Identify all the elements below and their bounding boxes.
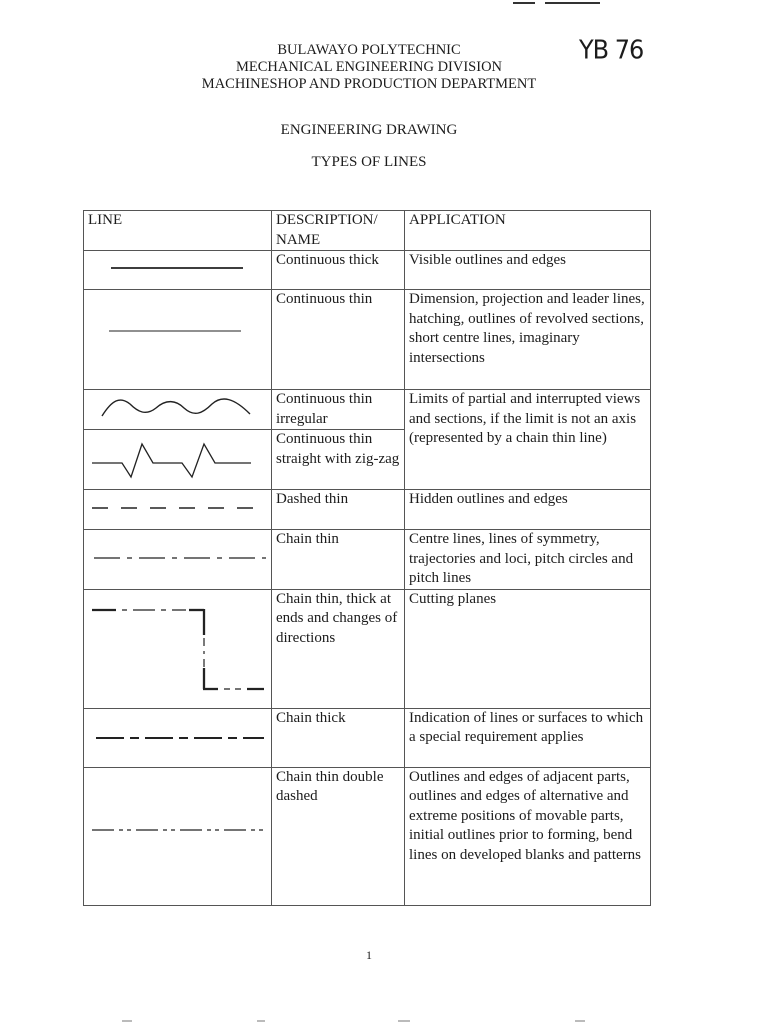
table-row: [84, 251, 651, 290]
line-sample-cell: [84, 290, 272, 390]
line-sample-cell: [84, 490, 272, 530]
top-scan-marks: [505, 0, 625, 6]
chain-thick-line-sample: [84, 709, 272, 768]
line-sample-cell: [84, 390, 272, 430]
line-application: Outlines and edges of adjacent parts, outlines and edges of alternative and extreme positions of movable parts, initial outlines prior to forming, bend lines on developed blanks and patterns: [405, 767, 651, 905]
line-sample-cell: [84, 767, 272, 905]
line-description: Chain thick: [272, 708, 405, 767]
line-sample-cell: [84, 530, 272, 590]
line-sample-cell: [84, 708, 272, 767]
line-sample-cell: [84, 430, 272, 490]
line-application: Centre lines, lines of symmetry, trajectories and loci, pitch circles and pitch lines: [405, 530, 651, 590]
continuous-thin-zigzag-line-sample: [84, 430, 272, 490]
line-application: Limits of partial and interrupted views and sections, if the limit is not an axis (represented by a chain thin line): [405, 390, 651, 490]
line-sample-cell: [84, 589, 272, 708]
line-application: Dimension, projection and leader lines, hatching, outlines of revolved sections, short centre lines, imaginary intersections: [405, 290, 651, 390]
table-row: [84, 490, 651, 530]
document-subtitle: TYPES OF LINES: [311, 154, 427, 170]
line-description: Continuous thin irregular: [272, 390, 405, 430]
line-application: Cutting planes: [405, 589, 651, 708]
document-title: ENGINEERING DRAWING: [280, 122, 458, 138]
table-row: [84, 708, 651, 767]
line-description: Chain thin: [272, 530, 405, 590]
header-line-3: MACHINESHOP AND PRODUCTION DEPARTMENT: [201, 76, 537, 92]
line-application: Indication of lines or surfaces to which a special requirement applies: [405, 708, 651, 767]
line-description: Chain thin double dashed: [272, 767, 405, 905]
line-types-table: [83, 210, 651, 906]
line-description: Continuous thin straight with zig-zag: [272, 430, 405, 490]
table-row: [84, 290, 651, 390]
column-header-description: DESCRIPTION/ NAME: [272, 211, 405, 251]
line-application: Visible outlines and edges: [405, 251, 651, 290]
header-line-2: MECHANICAL ENGINEERING DIVISION: [235, 59, 503, 75]
line-description: Chain thin, thick at ends and changes of directions: [272, 589, 405, 708]
continuous-thin-line-sample: [84, 290, 272, 390]
handwritten-code: YB 76: [579, 34, 644, 66]
page-number: 1: [366, 948, 372, 962]
table-row: [84, 589, 651, 708]
chain-thin-double-dashed-line-sample: [84, 768, 272, 906]
table-row: [84, 767, 651, 905]
header-line-1: BULAWAYO POLYTECHNIC: [277, 42, 461, 58]
continuous-thick-line-sample: [84, 251, 272, 290]
line-sample-cell: [84, 251, 272, 290]
line-application: Hidden outlines and edges: [405, 490, 651, 530]
continuous-thin-irregular-line-sample: [84, 390, 272, 429]
line-description: Continuous thick: [272, 251, 405, 290]
chain-thin-thick-ends-line-sample: [84, 590, 272, 709]
line-description: Continuous thin: [272, 290, 405, 390]
institution-header: [0, 42, 738, 93]
dashed-thin-line-sample: [84, 490, 272, 530]
bottom-scan-marks: [0, 1016, 768, 1024]
table-header-row: [84, 211, 651, 251]
line-description: Dashed thin: [272, 490, 405, 530]
table-row: [84, 390, 651, 430]
chain-thin-line-sample: [84, 530, 272, 588]
column-header-line: LINE: [84, 211, 272, 251]
table-row: [84, 530, 651, 590]
column-header-application: APPLICATION: [405, 211, 651, 251]
